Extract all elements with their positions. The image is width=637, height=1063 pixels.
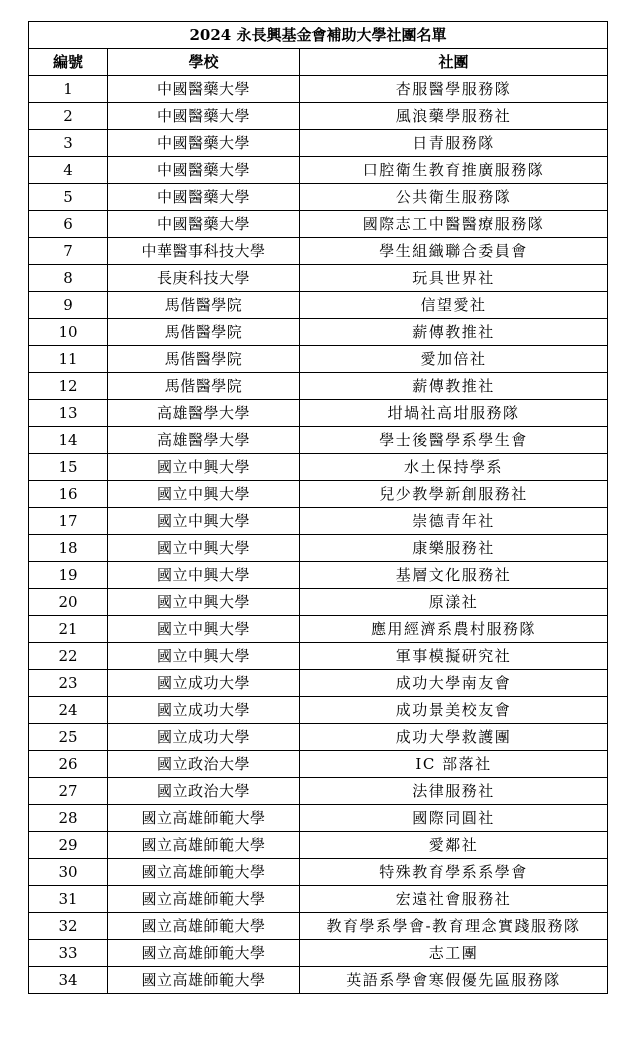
row-school: 國立政治大學 bbox=[108, 751, 300, 778]
row-club: 公共衛生服務隊 bbox=[300, 184, 608, 211]
row-number: 8 bbox=[29, 265, 108, 292]
row-number: 19 bbox=[29, 562, 108, 589]
header-row bbox=[29, 49, 608, 76]
row-school: 國立中興大學 bbox=[108, 616, 300, 643]
row-club: 玩具世界社 bbox=[300, 265, 608, 292]
table-row bbox=[29, 562, 608, 589]
row-club: 兒少教學新創服務社 bbox=[300, 481, 608, 508]
table-row bbox=[29, 886, 608, 913]
table-row bbox=[29, 292, 608, 319]
document-page bbox=[28, 21, 608, 994]
row-club: 崇德青年社 bbox=[300, 508, 608, 535]
row-school: 中國醫藥大學 bbox=[108, 76, 300, 103]
row-number: 1 bbox=[29, 76, 108, 103]
row-school: 中國醫藥大學 bbox=[108, 184, 300, 211]
row-number: 26 bbox=[29, 751, 108, 778]
row-club: 薪傳教推社 bbox=[300, 319, 608, 346]
row-school: 國立高雄師範大學 bbox=[108, 967, 300, 994]
row-school: 國立高雄師範大學 bbox=[108, 913, 300, 940]
row-club: 薪傳教推社 bbox=[300, 373, 608, 400]
row-club: 應用經濟系農村服務隊 bbox=[300, 616, 608, 643]
row-club: 學生組織聯合委員會 bbox=[300, 238, 608, 265]
row-club: 成功景美校友會 bbox=[300, 697, 608, 724]
table-row bbox=[29, 454, 608, 481]
row-club: 英語系學會寒假優先區服務隊 bbox=[300, 967, 608, 994]
table-row bbox=[29, 805, 608, 832]
table-row bbox=[29, 724, 608, 751]
table-row bbox=[29, 589, 608, 616]
table-row bbox=[29, 427, 608, 454]
row-school: 國立政治大學 bbox=[108, 778, 300, 805]
row-number: 31 bbox=[29, 886, 108, 913]
table-row bbox=[29, 616, 608, 643]
row-number: 6 bbox=[29, 211, 108, 238]
row-number: 18 bbox=[29, 535, 108, 562]
row-school: 國立高雄師範大學 bbox=[108, 805, 300, 832]
row-number: 17 bbox=[29, 508, 108, 535]
table-row bbox=[29, 751, 608, 778]
table-row bbox=[29, 373, 608, 400]
table-row bbox=[29, 265, 608, 292]
row-school: 國立中興大學 bbox=[108, 535, 300, 562]
table-row bbox=[29, 643, 608, 670]
row-school: 國立高雄師範大學 bbox=[108, 940, 300, 967]
row-school: 國立成功大學 bbox=[108, 697, 300, 724]
row-number: 3 bbox=[29, 130, 108, 157]
row-number: 22 bbox=[29, 643, 108, 670]
table-row bbox=[29, 697, 608, 724]
table-row bbox=[29, 535, 608, 562]
table-row bbox=[29, 103, 608, 130]
row-school: 中國醫藥大學 bbox=[108, 130, 300, 157]
table-row bbox=[29, 832, 608, 859]
row-number: 27 bbox=[29, 778, 108, 805]
table-row bbox=[29, 778, 608, 805]
row-number: 30 bbox=[29, 859, 108, 886]
row-number: 15 bbox=[29, 454, 108, 481]
row-school: 中華醫事科技大學 bbox=[108, 238, 300, 265]
row-school: 馬偕醫學院 bbox=[108, 346, 300, 373]
row-club: 國際同圓社 bbox=[300, 805, 608, 832]
row-school: 長庚科技大學 bbox=[108, 265, 300, 292]
header-school: 學校 bbox=[108, 49, 300, 76]
table-row bbox=[29, 184, 608, 211]
header-club: 社團 bbox=[300, 49, 608, 76]
grant-list-table bbox=[28, 21, 608, 994]
table-row bbox=[29, 130, 608, 157]
row-number: 25 bbox=[29, 724, 108, 751]
row-club: 軍事模擬研究社 bbox=[300, 643, 608, 670]
table-title: 2024 永長興基金會補助大學社團名單 bbox=[29, 22, 608, 49]
row-number: 14 bbox=[29, 427, 108, 454]
row-school: 國立中興大學 bbox=[108, 508, 300, 535]
row-school: 國立高雄師範大學 bbox=[108, 832, 300, 859]
row-number: 20 bbox=[29, 589, 108, 616]
row-number: 32 bbox=[29, 913, 108, 940]
row-number: 16 bbox=[29, 481, 108, 508]
row-club: 康樂服務社 bbox=[300, 535, 608, 562]
row-school: 國立中興大學 bbox=[108, 589, 300, 616]
row-school: 國立中興大學 bbox=[108, 562, 300, 589]
row-number: 33 bbox=[29, 940, 108, 967]
row-club: 法律服務社 bbox=[300, 778, 608, 805]
row-club: 基層文化服務社 bbox=[300, 562, 608, 589]
row-number: 2 bbox=[29, 103, 108, 130]
row-school: 國立高雄師範大學 bbox=[108, 859, 300, 886]
row-club: 信望愛社 bbox=[300, 292, 608, 319]
row-club: 愛鄰社 bbox=[300, 832, 608, 859]
title-row bbox=[29, 22, 608, 49]
row-club: 成功大學南友會 bbox=[300, 670, 608, 697]
table-row bbox=[29, 859, 608, 886]
row-club: 愛加倍社 bbox=[300, 346, 608, 373]
row-school: 馬偕醫學院 bbox=[108, 292, 300, 319]
row-club: 水土保持學系 bbox=[300, 454, 608, 481]
row-school: 馬偕醫學院 bbox=[108, 373, 300, 400]
table-row bbox=[29, 76, 608, 103]
row-club: 特殊教育學系系學會 bbox=[300, 859, 608, 886]
table-row bbox=[29, 967, 608, 994]
row-club: 坩堝社高坩服務隊 bbox=[300, 400, 608, 427]
row-school: 高雄醫學大學 bbox=[108, 427, 300, 454]
row-school: 馬偕醫學院 bbox=[108, 319, 300, 346]
table-row bbox=[29, 319, 608, 346]
row-number: 21 bbox=[29, 616, 108, 643]
row-school: 國立中興大學 bbox=[108, 454, 300, 481]
row-club: 原漾社 bbox=[300, 589, 608, 616]
row-number: 4 bbox=[29, 157, 108, 184]
table-body bbox=[29, 76, 608, 994]
row-school: 高雄醫學大學 bbox=[108, 400, 300, 427]
row-number: 28 bbox=[29, 805, 108, 832]
row-number: 12 bbox=[29, 373, 108, 400]
row-number: 24 bbox=[29, 697, 108, 724]
row-club: 成功大學救護團 bbox=[300, 724, 608, 751]
row-number: 9 bbox=[29, 292, 108, 319]
row-club: 學士後醫學系學生會 bbox=[300, 427, 608, 454]
row-club: 國際志工中醫醫療服務隊 bbox=[300, 211, 608, 238]
row-club: 風浪藥學服務社 bbox=[300, 103, 608, 130]
row-number: 13 bbox=[29, 400, 108, 427]
row-school: 國立中興大學 bbox=[108, 643, 300, 670]
table-row bbox=[29, 211, 608, 238]
row-club: 杏服醫學服務隊 bbox=[300, 76, 608, 103]
header-number: 編號 bbox=[29, 49, 108, 76]
table-row bbox=[29, 157, 608, 184]
table-row bbox=[29, 400, 608, 427]
row-school: 國立成功大學 bbox=[108, 724, 300, 751]
row-number: 5 bbox=[29, 184, 108, 211]
row-school: 國立成功大學 bbox=[108, 670, 300, 697]
table-row bbox=[29, 508, 608, 535]
row-club: 日青服務隊 bbox=[300, 130, 608, 157]
row-club: 宏遠社會服務社 bbox=[300, 886, 608, 913]
row-number: 7 bbox=[29, 238, 108, 265]
row-club: IC 部落社 bbox=[300, 751, 608, 778]
row-number: 23 bbox=[29, 670, 108, 697]
row-number: 11 bbox=[29, 346, 108, 373]
table-row bbox=[29, 913, 608, 940]
row-number: 29 bbox=[29, 832, 108, 859]
row-school: 國立高雄師範大學 bbox=[108, 886, 300, 913]
table-row bbox=[29, 670, 608, 697]
table-row bbox=[29, 346, 608, 373]
row-club: 口腔衛生教育推廣服務隊 bbox=[300, 157, 608, 184]
row-school: 中國醫藥大學 bbox=[108, 157, 300, 184]
row-school: 國立中興大學 bbox=[108, 481, 300, 508]
row-school: 中國醫藥大學 bbox=[108, 211, 300, 238]
row-club: 志工團 bbox=[300, 940, 608, 967]
table-row bbox=[29, 481, 608, 508]
table-row bbox=[29, 940, 608, 967]
row-number: 34 bbox=[29, 967, 108, 994]
row-number: 10 bbox=[29, 319, 108, 346]
row-club: 教育學系學會-教育理念實踐服務隊 bbox=[300, 913, 608, 940]
table-row bbox=[29, 238, 608, 265]
row-school: 中國醫藥大學 bbox=[108, 103, 300, 130]
